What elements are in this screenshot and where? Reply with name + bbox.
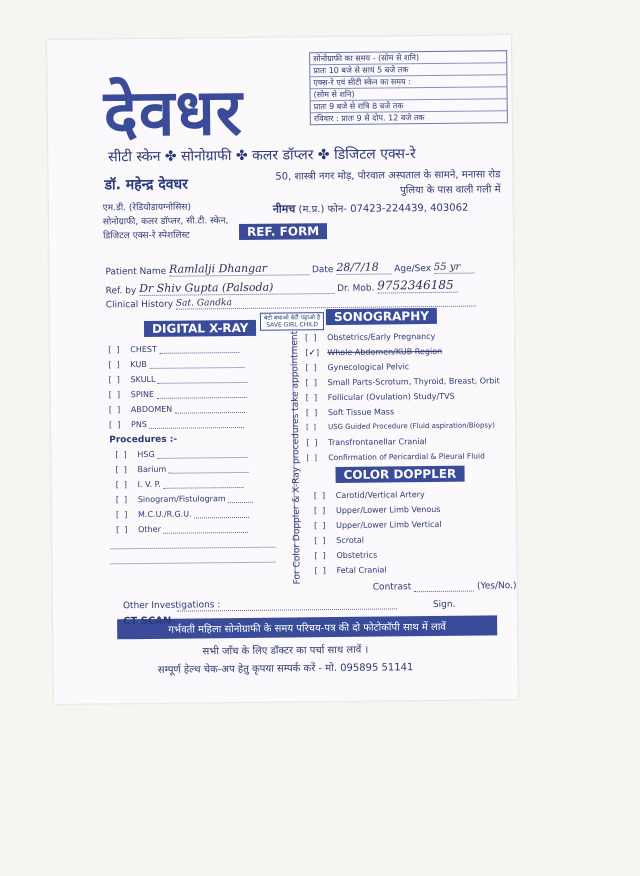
save-girl-line: बेटी बचाओ बेटी पढ़ाओ है bbox=[263, 314, 321, 322]
procedure-item[interactable]: [ ] Barium bbox=[109, 464, 274, 481]
services-line: सीटी स्केन ✤ सोनोग्राफी ✤ कलर डॉप्लर ✤ डिजिटल एक्स-रे bbox=[108, 146, 416, 166]
clinical-history-label: Clinical History bbox=[105, 299, 174, 311]
procedure-item[interactable]: [ ] HSG bbox=[109, 449, 274, 466]
sonography-item[interactable]: [ ] USG Guided Procedure (Fluid aspiration/Biopsy) bbox=[306, 421, 495, 432]
qualification-line: सोनोग्राफी, कलर डॉप्लर, सी.टी. स्केन, bbox=[102, 216, 229, 228]
check-mark: ✓ bbox=[308, 348, 317, 359]
refby-value: Dr Shiv Gupta (Palsoda) bbox=[139, 280, 274, 296]
refby-label: Ref. by bbox=[105, 286, 137, 297]
doppler-list bbox=[314, 490, 442, 581]
doppler-item[interactable]: [ ] Scrotal bbox=[314, 535, 365, 546]
other-investigations-label: Other Investigations : bbox=[122, 600, 221, 612]
ref-form-title: REF. FORM bbox=[239, 223, 327, 240]
drmob-value: 9752346185 bbox=[377, 277, 454, 293]
doppler-item[interactable]: [ ] Carotid/Vertical Artery bbox=[313, 490, 425, 501]
timing-line: प्रातः 9 बजे से रात्रि 8 बजे तक bbox=[311, 99, 507, 113]
timing-line: सोनोग्राफी का समय - (सोम से शनि) bbox=[310, 51, 506, 65]
digital-xray-title: DIGITAL X-RAY bbox=[144, 320, 257, 337]
procedures-label: Procedures :- bbox=[109, 434, 178, 446]
refby-field[interactable] bbox=[106, 278, 458, 297]
sonography-list bbox=[305, 331, 506, 468]
color-doppler-title: COLOR DOPPLER bbox=[335, 466, 464, 483]
timings-box bbox=[309, 50, 508, 125]
doppler-item[interactable]: [ ] Fetal Cranial bbox=[314, 565, 387, 576]
xray-list bbox=[108, 344, 275, 571]
xray-item[interactable]: [ ] KUB bbox=[108, 359, 273, 376]
sonography-item[interactable]: [ ] Obstetrics/Early Pregnancy bbox=[305, 331, 436, 343]
referral-form-sheet bbox=[47, 35, 518, 704]
contrast-options: (Yes/No.) bbox=[476, 581, 517, 592]
sonography-item[interactable]: [✓] Whole Abdomen/KUB Region bbox=[305, 346, 443, 359]
xray-item[interactable]: [ ] SPINE bbox=[109, 389, 274, 406]
sonography-item[interactable]: [ ] Small Parts-Scrotum, Thyroid, Breast, Orbit bbox=[305, 376, 500, 388]
doctor-name: डॉ. महेन्द्र देवधर bbox=[104, 176, 188, 194]
drmob-label: Dr. Mob. bbox=[336, 283, 375, 294]
xray-item[interactable]: [ ] CHEST bbox=[108, 344, 273, 361]
vertical-note-text: For Color Doppler & X-Ray procedures take appointment bbox=[290, 330, 303, 585]
xray-item[interactable]: [ ] PNS bbox=[109, 419, 274, 436]
clinic-address: 50, शास्त्री नगर मोड़, पोरवाल अस्पताल के सामने, मनासा रोड पुलिया के पास वाली गली में bbox=[275, 169, 501, 197]
city: नीमच bbox=[272, 202, 296, 216]
doctor-qualifications bbox=[103, 200, 229, 243]
doppler-item[interactable]: [ ] Obstetrics bbox=[314, 550, 378, 561]
ct-scan-label: CT SCAN bbox=[123, 615, 172, 628]
save-girl-line: SAVE GIRL CHILD bbox=[266, 321, 319, 329]
timing-line: रविवार : प्रातः 9 से दोप. 12 बजे तक bbox=[313, 113, 425, 124]
pregnant-woman-notice: गर्भवती महिला सोनोग्राफी के समय परिचय-पत्र की दो फोटोकॉपी साथ में लावें bbox=[117, 615, 497, 639]
sign-label: Sign. bbox=[432, 599, 456, 610]
save-girl-child-badge bbox=[260, 312, 324, 331]
procedure-item[interactable]: [ ] Other bbox=[110, 524, 275, 541]
procedure-item[interactable]: [ ] I. V. P. bbox=[110, 479, 275, 496]
qualification-line: एम.डी. (रेडियोडायग्नोसिस) bbox=[102, 202, 192, 214]
brand-title: देवधर bbox=[103, 74, 244, 152]
sonography-item[interactable]: [ ] Confirmation of Pericardial & Pleural Fluid bbox=[306, 451, 485, 463]
footer-note: सभी जाँच के लिए डॉक्टर का पर्चा साथ लावें । bbox=[202, 644, 369, 658]
patient-name-field[interactable] bbox=[105, 260, 474, 278]
patient-name-value: Ramlalji Dhangar bbox=[168, 261, 268, 276]
sonography-item[interactable]: [ ] Follicular (Ovulation) Study/TVS bbox=[305, 391, 455, 403]
date-label: Date bbox=[311, 265, 334, 276]
agesex-label: Age/Sex bbox=[394, 263, 432, 275]
sonography-item[interactable]: [ ] Gynecological Pelvic bbox=[305, 362, 410, 373]
agesex-value: 55 yr bbox=[433, 261, 461, 273]
sonography-item[interactable]: [ ] Transfrontanellar Cranial bbox=[306, 437, 427, 448]
procedure-item[interactable]: [ ] M.C.U./R.G.U. bbox=[110, 509, 275, 526]
clinical-history-value: Sat. Gandka bbox=[175, 298, 232, 309]
doppler-item[interactable]: [ ] Upper/Lower Limb Venous bbox=[313, 504, 441, 516]
procedure-item[interactable]: [ ] Sinogram/Fistulogram bbox=[110, 494, 275, 511]
sonography-title: SONOGRAPHY bbox=[326, 308, 437, 325]
state: (म.प्र.) bbox=[298, 204, 325, 216]
xray-item[interactable]: [ ] SKULL bbox=[109, 374, 274, 391]
timing-line: प्रातः 10 बजे से सायं 5 बजे तक bbox=[310, 63, 506, 77]
qualification-line: डिजिटल एक्स-रे स्पेशलिस्ट bbox=[103, 230, 190, 242]
contrast-field[interactable] bbox=[373, 581, 517, 593]
date-value: 28/7/18 bbox=[336, 260, 379, 274]
sonography-item[interactable]: [ ] Soft Tissue Mass bbox=[305, 407, 395, 418]
contrast-label: Contrast bbox=[372, 582, 412, 593]
footer-contact: सम्पूर्ण हेल्थ चेक-अप हेतु कृपया सम्पर्क करें - मो. 095895 51141 bbox=[157, 662, 414, 676]
vertical-note bbox=[285, 330, 303, 585]
contact-line bbox=[273, 200, 469, 217]
timing-line: (सोम से शनि) bbox=[311, 87, 507, 101]
patient-name-label: Patient Name bbox=[105, 266, 167, 278]
phone-numbers: फोन- 07423-224439, 403062 bbox=[327, 202, 469, 216]
doppler-item[interactable]: [ ] Upper/Lower Limb Vertical bbox=[314, 519, 442, 531]
xray-item[interactable]: [ ] ABDOMEN bbox=[109, 404, 274, 421]
timing-line: एक्स-रे एवं सीटी स्केन का समय : bbox=[310, 75, 506, 89]
